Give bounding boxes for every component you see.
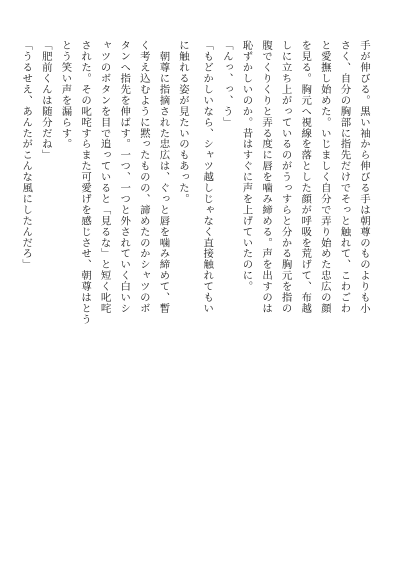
text-line: 腹でくりくりと弄る度に唇を噛み締める。声を出すのは bbox=[260, 40, 273, 314]
text-line: しに立ち上がっているのがうっすらと分かる胸元を指の bbox=[279, 40, 292, 314]
text-line: された。その叱咤すらまた可愛げを感じさせ、朝尊はとう bbox=[79, 40, 92, 325]
text-line: 恥ずかしいのか。昔はすぐに声を上げていたのに。 bbox=[240, 40, 253, 292]
text-line: 「肥前くんは随分だね」 bbox=[39, 40, 52, 161]
text-line: 朝尊に指摘された忠広は、ぐっと唇を噛み締めて、暫 bbox=[157, 40, 170, 314]
text-line: に触れる姿が見たいのもあった。 bbox=[177, 40, 189, 205]
text-line: ャツのボタンを目で追っていると「見るな」と短く叱咤 bbox=[98, 40, 111, 314]
text-line: と愛撫し始めた。いじましく自分で弄り始めた忠広の顔 bbox=[318, 40, 331, 314]
text-line: さく、自分の胸部に指先だけでそっと触れて、こわごわ bbox=[338, 40, 351, 314]
text-line: 「うるせえ、あんたがこんな風にしたんだろ」 bbox=[20, 40, 33, 270]
text-line: 「もどかしいなら、シャツ越しじゃなく直接触れてもい bbox=[201, 40, 214, 314]
text-column-left bbox=[20, 40, 192, 520]
text-line: を見る。胸元へ視線を落とした顔が呼吸を荒げて、布越 bbox=[299, 40, 312, 314]
text-line: く考え込むように黙ったものの、諦めたのかシャツのボ bbox=[137, 40, 150, 314]
text-column-right bbox=[201, 40, 373, 520]
text-line: タンへ指先を伸ばす。一つ、一つと外されていく白いシ bbox=[118, 40, 131, 314]
text-line: 「んっ、っ、う」 bbox=[220, 40, 233, 128]
text-line: 手が伸びる。黒い袖から伸びる手は朝尊のものよりも小 bbox=[358, 40, 370, 314]
text-line: とう笑い声を漏らす。 bbox=[59, 40, 72, 150]
